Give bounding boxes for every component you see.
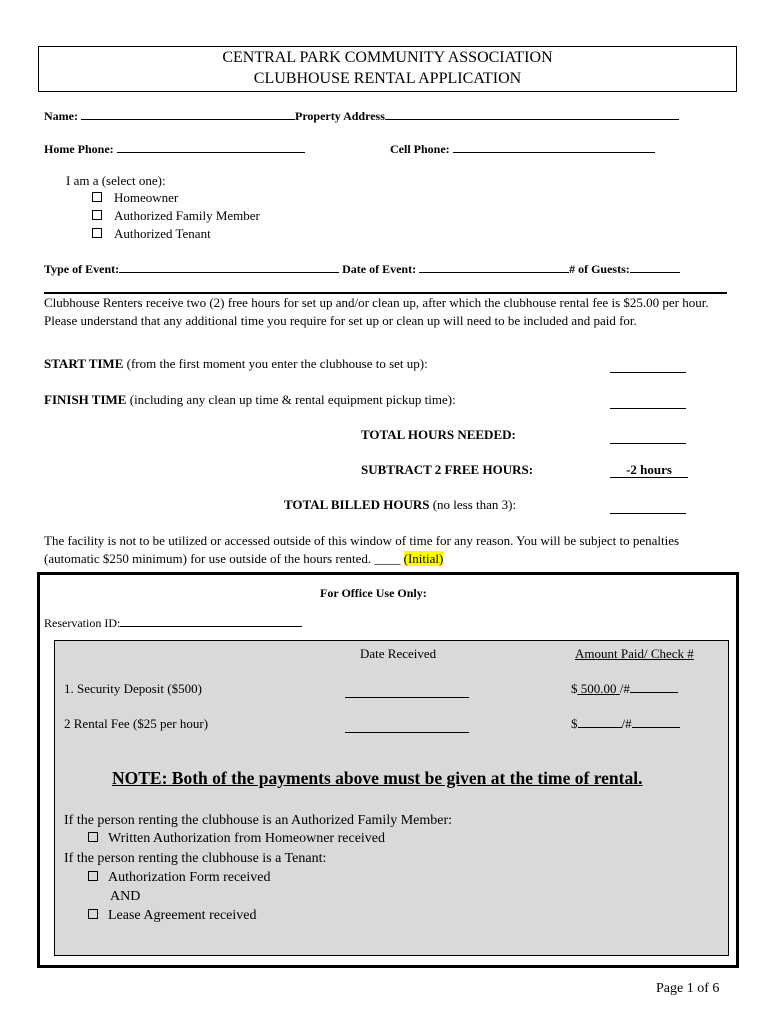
type-of-event-label: Type of Event: [44, 262, 120, 276]
rental-fee-label: 2 Rental Fee ($25 per hour) [64, 716, 209, 731]
start-time-desc: (from the first moment you enter the clubhouse to set up): [123, 356, 428, 371]
amount-paid-header: Amount Paid/ Check # [575, 646, 694, 661]
tenant-text: If the person renting the clubhouse is a Tenant: [64, 851, 327, 866]
start-time-label: START TIME [44, 356, 124, 371]
security-deposit-amount-text: 500.00 [580, 681, 617, 696]
dollar-sign: $ [571, 716, 578, 731]
option-label: Authorized Family Member [114, 208, 260, 223]
security-deposit-check-field[interactable] [630, 681, 678, 693]
rental-fee-check-field[interactable] [632, 716, 680, 728]
total-billed-label: TOTAL BILLED HOURS [284, 497, 430, 512]
payment-note: NOTE: Both of the payments above must be given at the time of rental. [112, 768, 643, 788]
name-label: Name: [44, 109, 81, 123]
subtract-hours-value: -2 hours [610, 462, 688, 478]
page-number: Page 1 of 6 [656, 981, 720, 996]
form-title-box [38, 46, 737, 92]
event-row [44, 261, 680, 277]
reservation-id-label: Reservation ID: [44, 616, 121, 630]
option-tenant[interactable] [92, 226, 211, 242]
check-prefix: /# [619, 681, 630, 696]
cell-phone-row [390, 141, 655, 157]
total-billed-field[interactable] [610, 502, 686, 514]
lease-agreement-label: Lease Agreement received [108, 908, 257, 923]
facility-text [44, 532, 724, 567]
lease-agreement-item[interactable] [88, 908, 256, 924]
finish-time-desc: (including any clean up time & rental equipment pickup time): [126, 392, 456, 407]
option-label: Authorized Tenant [114, 226, 211, 241]
property-address-label: Property Address [294, 109, 385, 123]
checkbox-icon[interactable] [88, 832, 98, 842]
rental-fee-date-field[interactable] [345, 721, 469, 733]
checkbox-icon[interactable] [92, 210, 102, 220]
select-one-prompt: I am a (select one): [66, 173, 166, 188]
checkbox-icon[interactable] [88, 909, 98, 919]
cell-phone-field[interactable] [453, 141, 655, 153]
security-deposit-value [578, 681, 620, 696]
home-phone-row [44, 141, 305, 157]
check-prefix: /# [621, 716, 632, 731]
home-phone-field[interactable] [117, 141, 305, 153]
checkbox-icon[interactable] [88, 871, 98, 881]
authorization-form-label: Authorization Form received [108, 870, 271, 885]
date-of-event-label: Date of Event: [342, 262, 417, 276]
dollar-sign: $ [571, 681, 578, 696]
date-of-event-field[interactable] [419, 261, 569, 273]
property-address-field[interactable] [385, 108, 679, 120]
written-authorization-label: Written Authorization from Homeowner received [108, 831, 386, 846]
total-hours-label: TOTAL HOURS NEEDED: [361, 427, 516, 442]
option-homeowner[interactable] [92, 190, 178, 206]
subtract-hours-label: SUBTRACT 2 FREE HOURS: [361, 462, 534, 477]
family-member-text: If the person renting the clubhouse is an Authorized Family Member: [64, 813, 453, 828]
form-title: CLUBHOUSE RENTAL APPLICATION [253, 70, 522, 87]
security-deposit-amount [571, 681, 678, 697]
checkbox-icon[interactable] [92, 192, 102, 202]
date-received-header: Date Received [360, 646, 437, 661]
option-label: Homeowner [114, 190, 179, 205]
guests-label: # of Guests: [569, 262, 630, 276]
rental-fee-amount-field[interactable] [578, 716, 622, 728]
guests-field[interactable] [630, 261, 680, 273]
office-use-title: For Office Use Only: [320, 586, 427, 600]
name-row [44, 108, 679, 124]
authorization-form-item[interactable] [88, 870, 271, 886]
security-deposit-date-field[interactable] [345, 686, 469, 698]
security-deposit-label: 1. Security Deposit ($500) [64, 681, 202, 696]
type-of-event-field[interactable] [119, 261, 339, 273]
reservation-id-field[interactable] [120, 615, 302, 627]
total-hours-field[interactable] [610, 432, 686, 444]
checkbox-icon[interactable] [92, 228, 102, 238]
start-time-field[interactable] [610, 361, 686, 373]
finish-time-label: FINISH TIME [44, 392, 127, 407]
start-time-row [44, 356, 428, 372]
facility-text-body: The facility is not to be utilized or accessed outside of this window of time for any reason. You will be subject to penalties (automatic $250 minimum) for use outside of the hours rented. ____ [44, 533, 680, 566]
home-phone-label: Home Phone: [44, 142, 114, 156]
cell-phone-label: Cell Phone: [390, 142, 450, 156]
org-title: CENTRAL PARK COMMUNITY ASSOCIATION [222, 49, 553, 66]
finish-time-field[interactable] [610, 397, 686, 409]
finish-time-row [44, 392, 456, 408]
total-billed-row [284, 497, 516, 513]
total-billed-note: (no less than 3): [429, 497, 517, 512]
option-family-member[interactable] [92, 208, 260, 224]
name-field[interactable] [81, 108, 295, 120]
rental-fee-amount [571, 716, 680, 732]
initial-label: (Initial) [403, 550, 444, 566]
reservation-row [44, 615, 302, 631]
free-hours-text: Clubhouse Renters receive two (2) free hours for set up and/or clean up, after which the clubhouse rental fee is $25.00 per hour. Please understand that any additional time you require for set up or clean up will need to be included and paid for. [44, 295, 709, 328]
and-text: AND [110, 889, 141, 904]
written-authorization-item[interactable] [88, 831, 385, 847]
